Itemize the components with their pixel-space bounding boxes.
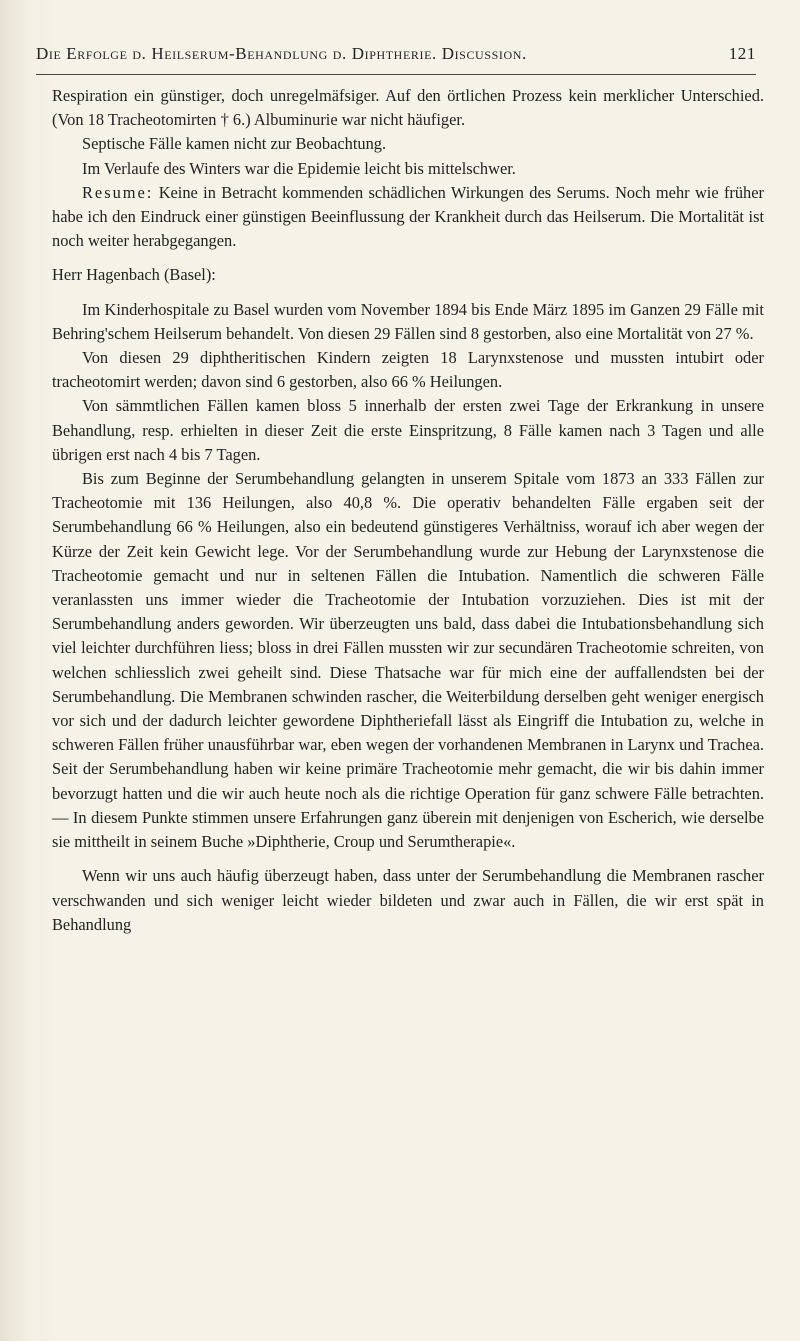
speaker-heading: Herr Hagenbach (Basel): — [52, 265, 216, 285]
paragraph: Im Verlaufe des Winters war die Epidemie leicht bis mittelschwer. — [82, 158, 516, 178]
paragraph: Von diesen 29 diphtheritischen Kindern zeigten 18 Larynxstenose und mussten intubirt oder tracheotomirt werden; davon sind 6 gestorben, also 66 % Heilungen. — [52, 348, 764, 392]
resume-text: Keine in Betracht kommenden schädlichen Wirkungen des Serums. Noch mehr wie früher habe ich den Eindruck einer günstigen Beeinflussung der Krankheit durch das Heilserum. Die Mortalität ist noch weiter herabgegangen. — [52, 182, 764, 251]
paragraph: Im Kinderhospitale zu Basel wurden vom November 1894 bis Ende März 1895 im Ganzen 29 Fälle mit Behring'schem Heilserum behandelt. Von diesen 29 Fällen sind 8 gestorben, also eine Mortalität von 27 %. — [52, 299, 764, 343]
paragraph: Bis zum Beginne der Serumbehandlung gelangten in unserem Spitale vom 1873 an 333 Fällen zur Tracheotomie mit 136 Heilungen, also 40,8 %. Die operativ behandelten Fälle ergaben seit der Serumbehandlung 66 % Heilungen, also ein bedeutend günstigeres Verhältniss, worauf ich aber wegen der Kürze der Zeit kein Gewicht lege. Vor der Serumbehandlung wurde zur Hebung der Larynxstenose die Tracheotomie gemacht und nur in seltenen Fällen die Intubation. Namentlich die schweren Fälle veranlassten uns immer wieder die Tracheotomie der Intubation vorzuziehen. Dies ist mit der Serumbehandlung anders geworden. Wir überzeugten uns bald, dass dabei die Intubationsbehandlung sich viel leichter durchführen liess; bloss in drei Fällen mussten wir zur secundären Tracheotomie schreiten, von welchen schliesslich zwei geheilt sind. Diese Thatsache war für mich eine der auffallendsten bei der Serumbehandlung. Die Membranen schwinden rascher, die Weiterbildung derselben geht weniger energisch vor sich und der dadurch leichter gewordene Diphtheriefall lässt als Eingriff die Intubation zu, welche in schweren Fällen früher unausführbar war, eben wegen der vorhandenen Membranen in Larynx und Trachea. Seit der Serumbehandlung haben wir keine primäre Tracheotomie mehr gemacht, die wir bis dahin immer bevorzugt hatten und die wir auch heute noch als die richtige Operation für ganz schwere Fälle betrachten. — In diesem Punkte stimmen unsere Erfahrungen ganz überein mit denjenigen von Escherich, wie derselbe sie mittheilt in seinem Buche »Diphtherie, Croup und Serumtherapie«. — [52, 469, 764, 852]
body-text — [52, 84, 764, 937]
paragraph: Wenn wir uns auch häufig überzeugt haben, dass unter der Serumbehandlung die Membranen rascher verschwanden und sich weniger leicht wieder bildeten und zwar auch in Fällen, die wir erst spät in Behandlung — [52, 866, 764, 934]
paragraph — [52, 181, 764, 254]
running-title: Die Erfolge d. Heilserum-Behandlung d. Diphtherie. Discussion. — [36, 44, 527, 63]
paragraph: Septische Fälle kamen nicht zur Beobachtung. — [82, 134, 387, 154]
paragraph: Von sämmtlichen Fällen kamen bloss 5 innerhalb der ersten zwei Tage der Erkrankung in unsere Behandlung, resp. erhielten in dieser Zeit die erste Einspritzung, 8 Fälle kamen nach 3 Tagen und alle übrigen erst nach 4 bis 7 Tagen. — [52, 396, 764, 464]
paragraph: Respiration ein günstiger, doch unregelmäfsiger. Auf den örtlichen Prozess kein merklicher Unterschied. (Von 18 Tracheotomirten † 6.) Albuminurie war nicht häufiger. — [52, 86, 764, 130]
page-number: 121 — [728, 44, 756, 63]
running-header — [36, 40, 756, 75]
resume-lead: Resume: — [82, 182, 154, 202]
